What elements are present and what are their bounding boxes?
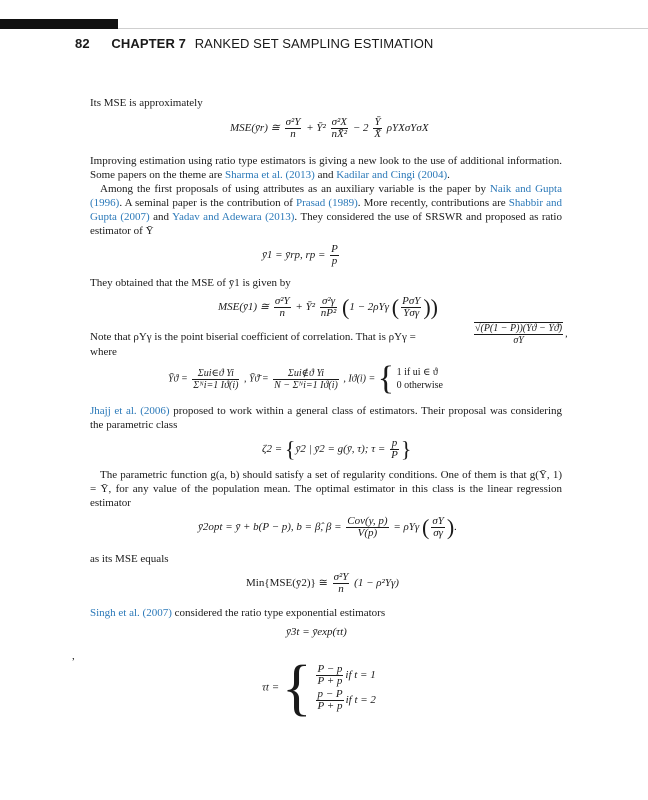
eq2-frac-num: P <box>331 243 338 255</box>
eq3-open-paren: ( <box>342 294 350 320</box>
eq5-body: ȳ2 | ȳ2 = g(ȳ, τ); τ = <box>295 443 386 456</box>
eq9-frac2 <box>316 689 343 712</box>
running-header <box>75 36 433 51</box>
eq9-cond2: if t = 2 <box>345 694 376 707</box>
eq3-frac1-num: σ²Y <box>274 295 290 307</box>
paragraph-regularity: The parametric function g(a, b) should satisfy a set of regularity conditions. One of them is that g(Ȳ, 1) = Ȳ, for any value of the population mean. The optimal estimator in this class is the linear regression estimator <box>90 469 562 509</box>
eq9-lhs: τt = <box>262 681 280 694</box>
eq4-case2: 0 otherwise <box>396 380 443 391</box>
eq1-tail: ρYXσYσX <box>386 122 429 135</box>
p9-text-a: considered the ratio type exponential estimators <box>171 607 386 619</box>
eq4-frac-a <box>192 368 239 391</box>
eq1-frac1 <box>285 117 302 140</box>
p3-text-d: and <box>149 211 173 223</box>
eq2-lhs: ȳ1 = ȳrp, rp = <box>262 249 326 262</box>
eq6-frac1-num: Cov(y, p) <box>347 515 388 527</box>
eq6-frac1-den: V(p) <box>357 527 378 539</box>
header-rule <box>118 28 648 29</box>
eq6-end: . <box>454 521 457 534</box>
eq9-case2 <box>314 689 376 712</box>
equation-tau-cases <box>262 654 376 722</box>
equation-min-mse <box>246 572 399 595</box>
paragraph-attributes <box>90 182 562 238</box>
eq9-case1 <box>314 664 376 687</box>
eq6-mid: = ρYγ <box>393 521 420 534</box>
eq4-frac-b-den: N − Σᴺi=1 Iϑ(i) <box>274 379 338 391</box>
eq6-open-paren: ( <box>421 514 430 540</box>
p3-text-e: . They considered the use of SRSWR and proposed as ratio estimator of Ȳ <box>90 211 562 237</box>
eq3-frac3-den: Ȳσγ <box>403 307 420 319</box>
eq4-brace: { <box>377 360 395 397</box>
eq4-frac-a-den: Σᴺi=1 Iϑ(i) <box>193 379 239 391</box>
p2-text-b: and <box>314 169 337 181</box>
eq1-frac1-den: n <box>290 128 296 140</box>
eq-rho-den: σY <box>513 335 524 346</box>
ref-link-shabbir[interactable]: Shabbir and Gupta (2007) <box>90 197 562 223</box>
eq7-frac-num: σ²Y <box>333 571 349 583</box>
eq5-close-brace: } <box>400 436 412 462</box>
eq1-frac3-num: Ȳ <box>374 116 381 128</box>
eq4-frac-b <box>273 368 339 391</box>
eq1-term2: + Ȳ² <box>306 122 326 135</box>
eq1-frac3-den: X̄ <box>374 128 381 140</box>
eq9-frac2-den: P + p <box>317 700 343 712</box>
eq1-frac1-num: σ²Y <box>285 116 301 128</box>
paragraph-jhajj <box>90 404 562 432</box>
eq1-frac2-den: nX̄² <box>331 128 348 140</box>
ref-link-naik[interactable]: Naik and Gupta (1996) <box>90 183 562 209</box>
eq-rho-num: √(P(1 − P))(Ȳϑ − Ȳϑ̄) <box>475 323 563 334</box>
equation-parametric-class <box>262 438 411 461</box>
eq9-frac1-den: P + p <box>317 675 343 687</box>
eq5-lhs: ζ2 = <box>262 443 283 456</box>
ref-link-sharma[interactable]: Sharma et al. (2013) <box>225 169 315 181</box>
eq1-lhs: MSE(ȳr) ≅ <box>230 122 280 135</box>
eq6-lhs: ȳ2opt = ȳ + b(P − p), b = β̂, β = <box>198 521 342 534</box>
paragraph-singh <box>90 606 562 620</box>
eq5-frac-num: p <box>391 437 398 449</box>
paragraph-mse-given: They obtained that the MSE of ȳ1 is given by <box>90 277 291 289</box>
eq3-frac3 <box>401 296 421 319</box>
eq3-inner-open-paren: ( <box>391 294 400 320</box>
eq9-cond1: if t = 1 <box>345 669 376 682</box>
eq7-frac <box>333 572 350 595</box>
eq3-lhs: MSE(ȳ1) ≅ <box>218 301 270 314</box>
ref-link-jhajj[interactable]: Jhajj et al. (2006) <box>90 405 170 417</box>
chapter-title: RANKED SET SAMPLING ESTIMATION <box>194 36 434 51</box>
eq4-a-lhs: Ȳϑ = <box>168 373 188 385</box>
equation-ratio-estimator <box>262 244 341 267</box>
stray-comma: , <box>72 650 75 662</box>
page-number: 82 <box>75 36 90 51</box>
eq9-cases <box>314 664 376 712</box>
eq4-c-lhs: , Iϑ(i) = <box>343 373 376 385</box>
chapter-label: CHAPTER 7 <box>111 36 186 51</box>
p3-text-c: . More recently, contributions are <box>357 197 509 209</box>
eq9-frac1-num: P − p <box>317 663 343 675</box>
equation-exponential-estimator: ȳ3t = ȳexp(τt) <box>286 626 347 638</box>
eq6-frac2 <box>431 516 445 539</box>
eq3-term2: + Ȳ² <box>295 301 315 314</box>
eq1-term3: − 2 <box>352 122 369 135</box>
eq4-frac-a-num: Σui∈ϑ Yi <box>192 368 239 380</box>
eq7-frac-den: n <box>338 583 344 595</box>
paragraph-mse-intro: Its MSE is approximately <box>90 97 203 109</box>
eq3-frac2-den: nP² <box>320 307 337 319</box>
eq5-frac-den: P <box>391 449 398 461</box>
p2-text-c: . <box>447 169 450 181</box>
eq5-open-brace: { <box>284 436 296 462</box>
paragraph-ratio-estimators <box>90 154 562 182</box>
eq4-case1: 1 if ui ∈ ϑ <box>396 367 438 378</box>
eq4-cases <box>397 366 443 392</box>
eq6-close-paren: ) <box>446 514 455 540</box>
eq3-frac1 <box>274 296 291 319</box>
eq9-frac2-num: p − P <box>317 688 343 700</box>
eq7-lhs: Min{MSE(ȳ2)} ≅ <box>246 577 328 590</box>
p3-text-a: Among the first proposals of using attributes as an auxiliary variable is the paper by <box>100 183 490 195</box>
eq9-brace: { <box>281 654 312 722</box>
p2-text-a: Improving estimation using ratio type estimators is giving a new look to the use of additional information. Some papers on the theme are <box>90 155 562 181</box>
paragraph-mse-equals: as its MSE equals <box>90 553 169 565</box>
eq1-frac2-num: σ²X <box>331 116 348 128</box>
header-black-bar <box>0 19 118 29</box>
eq2-frac <box>330 244 339 267</box>
eq9-frac1 <box>316 664 343 687</box>
equation-mse-y1 <box>218 296 438 319</box>
ref-link-yadav[interactable]: Yadav and Adewara (2013) <box>172 211 295 223</box>
paragraph-point-biserial: Note that ρYγ is the point biserial coefficient of correlation. That is ρYγ = <box>90 331 416 343</box>
eq3-frac2-num: σ²γ <box>320 296 338 308</box>
p3-text-b: . A seminal paper is the contribution of <box>119 197 296 209</box>
equation-group-means <box>168 360 443 397</box>
eq4-frac-b-num: Σui∉ϑ Yi <box>273 368 339 380</box>
eq1-frac3 <box>373 117 382 140</box>
p6-text-a: proposed to work within a general class of estimators. Their proposal was considering the parametric class <box>90 405 563 431</box>
eq1-frac2 <box>331 117 349 140</box>
eq3-frac3-num: PσY <box>402 295 421 307</box>
ref-link-kadilar[interactable]: Kadilar and Cingi (2004) <box>336 169 448 181</box>
equation-rho <box>472 322 568 346</box>
eq6-frac2-num: σY <box>432 515 444 527</box>
eq6-frac2-den: σγ <box>433 527 443 539</box>
eq3-frac2 <box>320 296 338 319</box>
eq3-paren-body: 1 − 2ρYγ <box>349 301 390 314</box>
eq5-frac <box>390 438 399 461</box>
eq-rho-comma: , <box>565 328 568 340</box>
eq-rho-frac <box>474 322 563 346</box>
eq2-frac-den: p <box>331 255 338 267</box>
eq4-b-lhs: , Ȳϑ̄ = <box>243 373 269 385</box>
eq7-rhs: (1 − ρ²Yγ) <box>354 577 399 590</box>
eq6-frac1 <box>346 516 388 539</box>
ref-link-singh[interactable]: Singh et al. (2007) <box>90 607 172 619</box>
ref-link-prasad[interactable]: Prasad (1989) <box>295 197 358 209</box>
paragraph-where: where <box>90 346 117 358</box>
equation-mse-ratio <box>230 117 429 140</box>
eq3-frac1-den: n <box>279 307 285 319</box>
eq3-close-parens: )) <box>423 294 439 320</box>
equation-regression-estimator <box>198 516 457 539</box>
